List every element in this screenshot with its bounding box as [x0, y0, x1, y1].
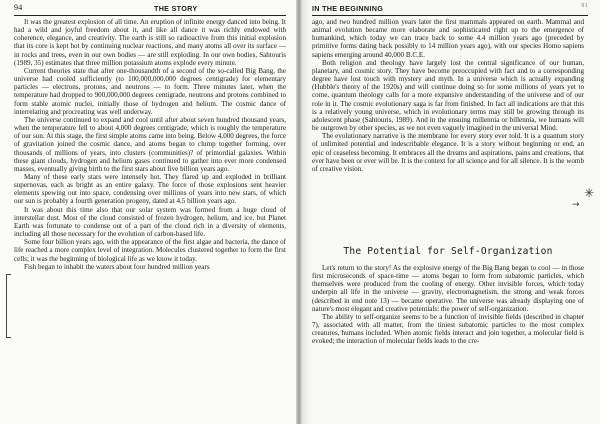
paragraph: Fish began to inhabit the waters about four hundred million years — [24, 262, 210, 271]
paragraph: The universe continued to expand and cool until after about seven hundred thousand years, when the temperature fell to about 4,000 degrees centigrade, which is roughly the temperature of our sun. At this stage, the first simple atoms came into being. Below 4,000 degrees, the force of gravitation joined the cosmic dance, and atoms began to clump together forming, over thousands of millions of years, into clusters (communities)? of primordial galaxies. Within these giant clouds, hydrogen and helium gases continued to gather into ever more condensed masses, eventually giving birth to the first stars about five billion years ago. — [14, 115, 286, 173]
margin-arrow-icon: → — [572, 200, 580, 210]
paragraph: It was about this time also that our solar system was formed from a huge cloud of interstellar dust. Most of the cloud consisted of frozen hydrogen, helium, and ice, but Planet Earth was fortunate to condense out of a part of the cloud rich in a diversity of elements, including all those necessary for the evolution of carbon-based life. — [14, 205, 286, 239]
left-running-title: THE STORY — [154, 4, 198, 13]
paragraph: Some four billion years ago, with the appearance of the first algae and bacteria, the dance of life reached a more complex level of integration. Molecules clustered together to form the first cells; it was the beginning of biological life as we know it today. — [14, 238, 286, 263]
right-body-text-top — [312, 18, 584, 173]
right-running-title: IN THE BEGINNING — [312, 4, 384, 13]
paragraph: ago, and two hundred million years later the first mammals appeared on earth. Mammal and animal evolution became more elaborate and sophisticated right up to the emergence of humankind, which today we can trace back to some 4.4 million years ago (preceded by primitive forms dating back possibly to 14 million years ago), with our species Homo sapiens sapiens emerging around 40,000 B.C.E. — [312, 18, 584, 59]
right-page-number: 91 — [581, 3, 588, 9]
paragraph: Both religion and theology have largely lost the central significance of our human, planetary, and cosmic story. They have become preoccupied with fact and to a corresponding degree have lost touch with mystery and myth. In a universe which is actually expanding (Hubble's theory of the 1920s) and will continue doing so for some millions of years yet to come, quantum theology calls for a more expansive understanding of the universe and of our role in it. The cosmic evolutionary saga is far from finished. In fact all indications are that this is a relatively young universe, which in evolutionary terms may still be growing through its adolescent phase (Sahtouris, 1989). And in the ensuing millennia or billennia, we humans will be outgrown by other species, as we not even vaguely imagined in the universal Mind. — [312, 58, 584, 133]
paragraph: Let's return to the story! As the explosive energy of the Big Bang began to cool — in those first microseconds of space-time — atoms began to form from subatomic particles, which themselves were produced from the cooling of energy. Other invisible forces, which today underpin all life in the universe — gravity, electromagnetism, the strong and weak forces (described in end note 13) — became operative. The universe was already displaying one of nature's most elegant and creative potentials: the power of self-organization. — [312, 264, 584, 313]
paragraph: Current theories state that after one-thousandth of a second of the so-called Big Bang, the universe had cooled sufficiently (to 100,000,000,000 degrees centigrade) for elementary particles — electrons, protons, and neutrons — to form. Three minutes later, when the temperature had dropped to 900,000,000 degrees centigrade, neutrons and protons combined to form stable atomic nuclei, initially those of hydrogen and helium. The cosmic dance of interrelating and procreating was well underway. — [14, 66, 286, 116]
margin-bracket-annotation — [6, 274, 11, 338]
left-body-text — [14, 18, 286, 271]
paragraph: Many of these early stars were intensely hot. They flared up and exploded in brilliant supernovas, each as bright as an entire galaxy. The force of those explosions sent heavier elements spewing out into space, condensing over millions of years into new stars, of which our sun is probably a fourth generation progeny, dated at 4.5 billion years ago. — [14, 172, 286, 206]
paragraph: It was the greatest explosion of all time. An eruption of infinite energy danced into being. It had a wild and joyful freedom about it, and like all dance it was richly endowed with coherence, elegance, and creativity. The earth is still so radioactive from this initial explosion that its core is kept hot by continuing nuclear reactions, and many atoms all over its surface — in rocks and trees, even in our own bodies — are still exploding. In our own bodies, Sahtouris (1989, 35) estimates that three million potassium atoms explode every minute. — [14, 18, 286, 67]
section-heading: The Potential for Self-Organization — [343, 246, 553, 257]
gutter-shadow — [302, 0, 310, 424]
paragraph: The ability to self-organize seems to be a function of invisible fields (described in chapter 7), associated with all matter, from the tiniest subatomic particles to the most complex creatures, humans included. When atomic fields interact and join together, a molecular field is evoked; the interaction of molecular fields leads to the cre- — [312, 312, 584, 346]
left-running-head — [14, 3, 286, 16]
left-page-number: 94 — [14, 3, 23, 12]
margin-star-icon: ✳ — [584, 186, 595, 200]
right-running-head — [312, 3, 588, 16]
right-body-text-bottom — [312, 264, 584, 346]
paragraph: The evolutionary narrative is the membrane for every story ever told. It is a quantum story of unlimited potential and indescribable elegance. It is a story without beginning or end, an epic of ceaseless becoming. It embraces all the dreams and aspirations, pains and creations, that ever have been or ever will be. It is the context for all science and for all silence. It is the womb of creative vision. — [312, 132, 584, 173]
